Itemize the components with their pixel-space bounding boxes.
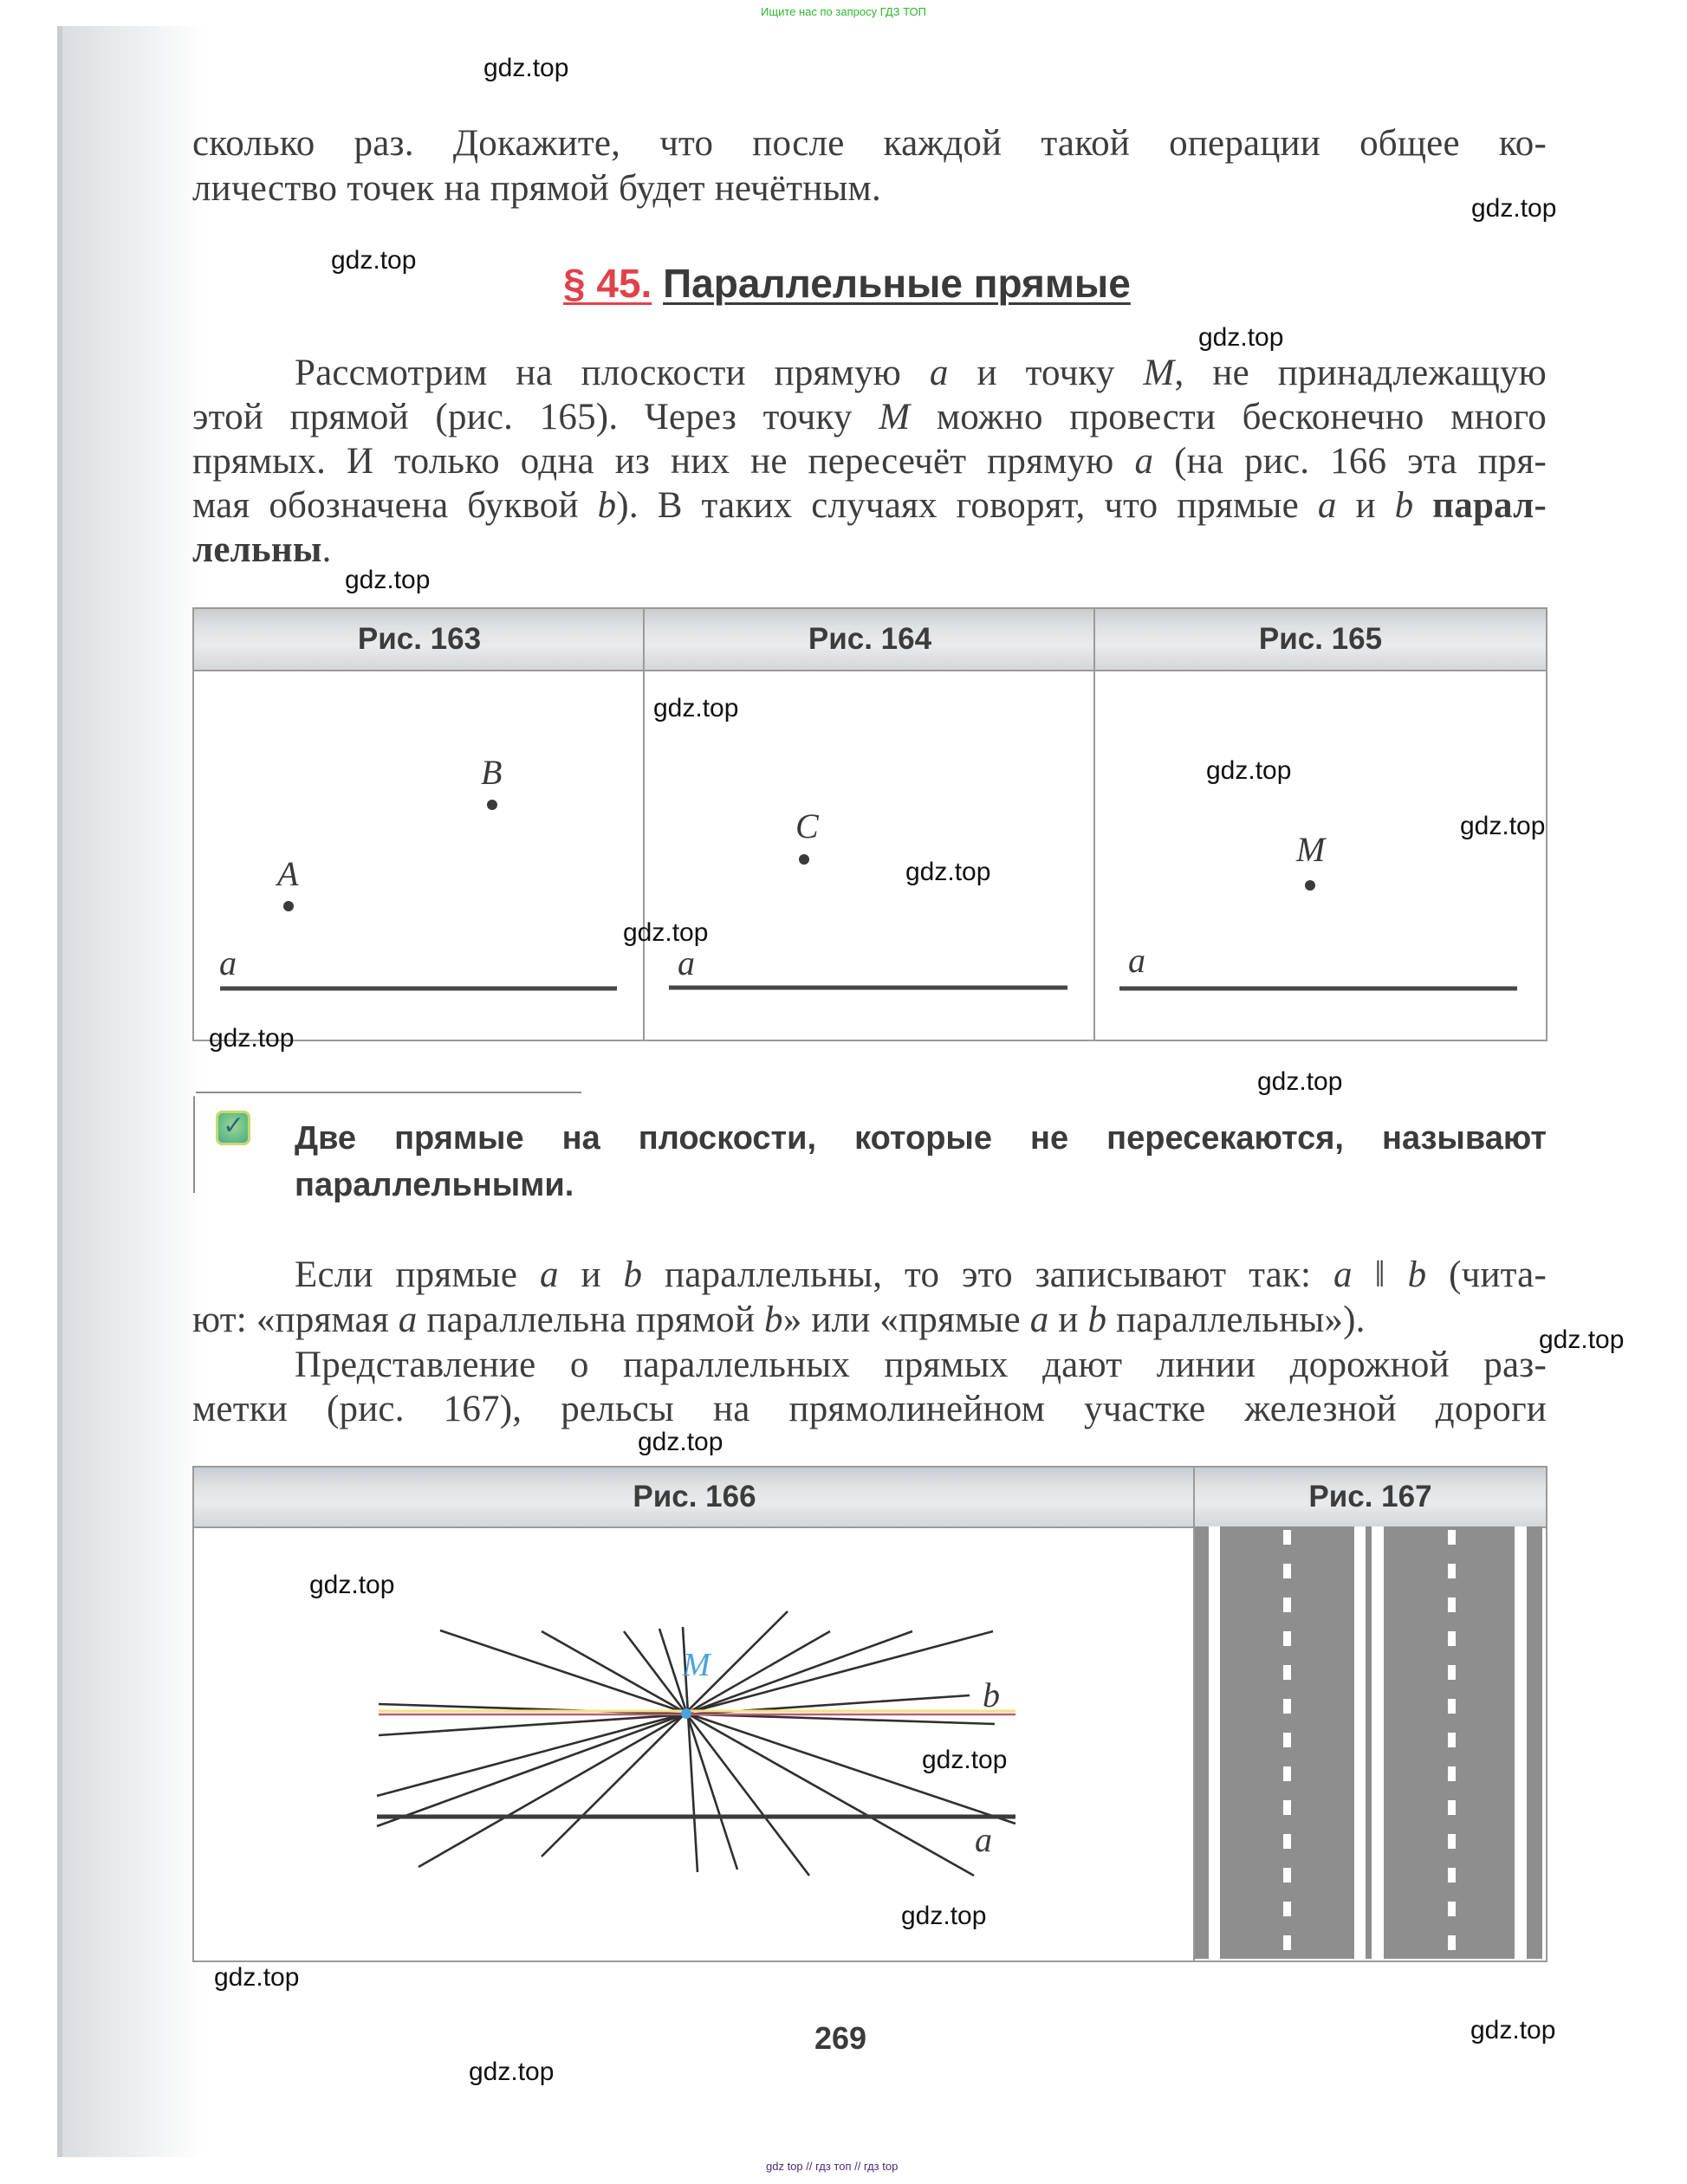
watermark: gdz.top: [331, 246, 417, 275]
paragraph1-line-4: мая обозначена буквой b). В таких случаях говорят, что прямые a и b парал-: [192, 485, 1547, 526]
watermark: gdz.top: [638, 1428, 723, 1456]
paragraph3-line-2: метки (рис. 167), рельсы на прямолинейном участке железной дороги: [192, 1389, 1547, 1429]
paragraph2-line-2: ют: «прямая a параллельна прямой b» или «прямые a и b параллельны»).: [192, 1299, 1366, 1340]
checkmark-icon: ✓: [216, 1111, 250, 1145]
watermark: gdz.top: [901, 1902, 987, 1930]
watermark: gdz.top: [214, 1963, 300, 1992]
watermark: gdz.top: [209, 1024, 295, 1053]
point-m-label-fig166: M: [683, 1647, 710, 1683]
line-a-label-fig166: a: [975, 1820, 992, 1859]
line-b-label: b: [983, 1675, 1000, 1714]
line-a-label-fig164: a: [678, 943, 695, 982]
watermark: gdz.top: [345, 566, 431, 594]
fig-163-title: Рис. 163: [357, 622, 482, 656]
search-banner: Ищите нас по запросу ГДЗ ТОП: [761, 5, 926, 18]
page-number: 269: [814, 2020, 867, 2056]
paragraph2-line-1: Если прямые a и b параллельны, то это записывают так: a ‖ b (чита-: [295, 1254, 1547, 1295]
definition-line-2: параллельными.: [295, 1167, 574, 1203]
paragraph1-line-3: прямых. И только одна из них не пересечёт прямую a (на рис. 166 эта пря-: [192, 441, 1547, 482]
point-c-label: C: [795, 807, 819, 846]
watermark: gdz.top: [905, 858, 991, 886]
watermark: gdz.top: [1206, 756, 1292, 785]
intro-line-1: сколько раз. Докажите, что после каждой такой операции общее ко-: [192, 123, 1547, 164]
fig-165-title: Рис. 165: [1258, 622, 1383, 656]
section-title: Параллельные прямые: [663, 261, 1131, 306]
paragraph3-line-1: Представление о параллельных прямых дают линии дорожной раз-: [295, 1345, 1547, 1385]
fig-167-road: [1195, 1526, 1542, 1959]
watermark: gdz.top: [309, 1571, 395, 1599]
line-a-label-fig165: a: [1128, 941, 1145, 980]
watermark: gdz.top: [653, 694, 739, 723]
paragraph1-line-1: Рассмотрим на плоскости прямую a и точку M, не принадлежащую: [295, 353, 1547, 393]
paragraph1-line-2: этой прямой (рис. 165). Через точку M можно провести бесконечно много: [192, 397, 1547, 437]
watermark: gdz.top: [483, 54, 569, 82]
footer-links: gdz top // гдз топ // гдз top: [766, 2160, 899, 2173]
watermark: gdz.top: [1470, 2016, 1556, 2045]
definition-line-1: Две прямые на плоскости, которые не пересекаются, называют: [295, 1120, 1547, 1157]
point-a-label: A: [277, 854, 299, 893]
watermark: gdz.top: [1460, 812, 1546, 840]
point-b-label: B: [481, 753, 503, 792]
intro-line-2: личество точек на прямой будет нечётным.: [192, 168, 881, 209]
watermark: gdz.top: [1257, 1067, 1343, 1096]
watermark: gdz.top: [1198, 323, 1284, 352]
fig-166-title: Рис. 166: [633, 1480, 756, 1513]
point-m-dot-fig166: [681, 1708, 691, 1719]
point-m-label: M: [1296, 830, 1326, 869]
fig-167-title: Рис. 167: [1308, 1480, 1432, 1513]
fig-164-title: Рис. 164: [808, 622, 932, 656]
watermark: gdz.top: [623, 918, 709, 947]
watermark: gdz.top: [922, 1746, 1008, 1774]
line-a-label-fig163: a: [219, 943, 237, 982]
watermark: gdz.top: [1471, 194, 1557, 223]
paragraph1-line-5: лельны.: [192, 529, 332, 570]
watermark: gdz.top: [469, 2058, 555, 2086]
section-number: § 45.: [563, 261, 652, 306]
watermark: gdz.top: [1539, 1325, 1625, 1354]
